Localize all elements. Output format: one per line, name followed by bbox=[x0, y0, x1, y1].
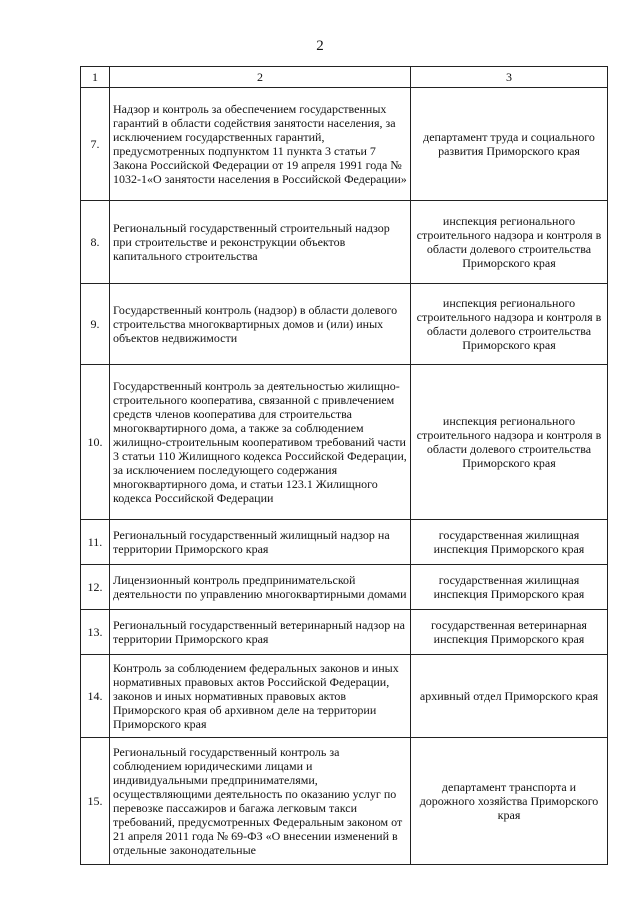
authorities-table bbox=[80, 66, 608, 865]
row-authority: инспекция регионального строительного надзора и контроля в области долевого строительства Приморского края bbox=[411, 284, 608, 365]
row-description: Государственный контроль (надзор) в области долевого строительства многоквартирных домов и (или) иных объектов недвижимости bbox=[110, 284, 411, 365]
column-header-number: 1 bbox=[81, 67, 110, 88]
row-description: Лицензионный контроль предпринимательской деятельности по управлению многоквартирными домами bbox=[110, 565, 411, 610]
table-row bbox=[81, 565, 608, 610]
row-number: 14. bbox=[81, 655, 110, 738]
row-number: 13. bbox=[81, 610, 110, 655]
row-description: Контроль за соблюдением федеральных законов и иных нормативных правовых актов Российской Федерации, законов и иных нормативных правовых актов Приморского края об архивном деле на территории Приморского края bbox=[110, 655, 411, 738]
row-number: 15. bbox=[81, 738, 110, 865]
table-row bbox=[81, 365, 608, 520]
table-header-row bbox=[81, 67, 608, 88]
row-number: 10. bbox=[81, 365, 110, 520]
row-number: 11. bbox=[81, 520, 110, 565]
row-description: Региональный государственный контроль за соблюдением юридическими лицами и индивидуальными предпринимателями, осуществляющими деятельность по оказанию услуг по перевозке пассажиров и багажа легковым такси требований, предусмотренных Федеральным законом от 21 апреля 2011 года № 69-ФЗ «О внесении изменений в отдельные законодательные bbox=[110, 738, 411, 865]
row-description: Региональный государственный жилищный надзор на территории Приморского края bbox=[110, 520, 411, 565]
table-row bbox=[81, 201, 608, 284]
table-row bbox=[81, 520, 608, 565]
row-description: Региональный государственный ветеринарный надзор на территории Приморского края bbox=[110, 610, 411, 655]
row-authority: государственная жилищная инспекция Приморского края bbox=[411, 565, 608, 610]
row-authority: департамент транспорта и дорожного хозяйства Приморского края bbox=[411, 738, 608, 865]
row-authority: инспекция регионального строительного надзора и контроля в области долевого строительства Приморского края bbox=[411, 365, 608, 520]
table-row bbox=[81, 284, 608, 365]
column-header-description: 2 bbox=[110, 67, 411, 88]
row-description: Региональный государственный строительный надзор при строительстве и реконструкции объектов капитального строительства bbox=[110, 201, 411, 284]
row-description: Государственный контроль за деятельностью жилищно-строительного кооператива, связанной с привлечением средств членов кооператива для строительства многоквартирного дома, а также за соблюдением жилищно-строительным кооперативом требований части 3 статьи 110 Жилищного кодекса Российской Федерации, за исключением последующего содержания многоквартирного дома, и статьи 123.1 Жилищного кодекса Российской Федерации bbox=[110, 365, 411, 520]
table-row bbox=[81, 610, 608, 655]
page-number: 2 bbox=[316, 38, 324, 54]
row-number: 7. bbox=[81, 88, 110, 201]
row-authority: инспекция регионального строительного надзора и контроля в области долевого строительства Приморского края bbox=[411, 201, 608, 284]
row-authority: государственная ветеринарная инспекция Приморского края bbox=[411, 610, 608, 655]
table-row bbox=[81, 88, 608, 201]
row-authority: департамент труда и социального развития Приморского края bbox=[411, 88, 608, 201]
row-authority: государственная жилищная инспекция Приморского края bbox=[411, 520, 608, 565]
row-description: Надзор и контроль за обеспечением государственных гарантий в области содействия занятости населения, за исключением государственных гарантий, предусмотренных подпунктом 11 пункта 3 статьи 7 Закона Российской Федерации от 19 апреля 1991 года № 1032-1«О занятости населения в Российской Федерации» bbox=[110, 88, 411, 201]
table-row bbox=[81, 738, 608, 865]
row-authority: архивный отдел Приморского края bbox=[411, 655, 608, 738]
column-header-authority: 3 bbox=[411, 67, 608, 88]
table-row bbox=[81, 655, 608, 738]
row-number: 8. bbox=[81, 201, 110, 284]
row-number: 9. bbox=[81, 284, 110, 365]
row-number: 12. bbox=[81, 565, 110, 610]
